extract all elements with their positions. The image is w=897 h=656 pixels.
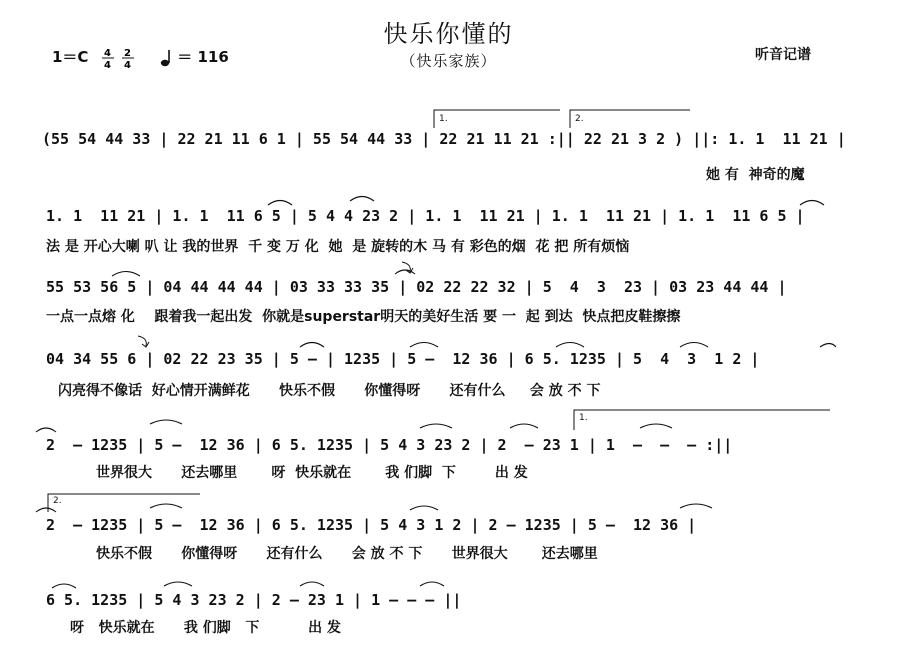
time-signature-2: 2 <box>123 47 131 59</box>
notes-row-6: 2 — 1235 | 5 — 12 36 | 6 5. 1235 | 5 4 3 1 2 | 2 — 1235 | 5 — 12 36 | <box>46 516 697 534</box>
notes-row-1: (55 54 44 33 | 22 21 11 6 1 | 55 54 44 33 | 22 21 11 21 :|| 22 21 3 2 ) ||: 1. 1 11 21 | <box>42 130 846 148</box>
time-signature-1: 4 <box>103 47 111 59</box>
notes-row-2: 1. 1 11 21 | 1. 1 11 6 5 | 5 4 4 23 2 | 1. 1 11 21 | 1. 1 11 21 | 1. 1 11 6 5 | <box>46 207 805 225</box>
volta-label-4: 2. <box>53 496 62 506</box>
lyrics-row-6: 快乐不假 你懂得呀 还有什么 会 放 不 下 世界很大 还去哪里 <box>96 546 598 562</box>
key-label: 1＝C <box>52 48 89 66</box>
notes-row-4: 04 34 55 6 | 02 22 23 35 | 5 — | 1235 | 5 — 12 36 | 6 5. 1235 | 5 4 3 1 2 | <box>46 350 760 368</box>
song-title: 快乐你懂的 <box>383 20 514 48</box>
volta-bracket-4 <box>48 494 200 512</box>
volta-label-2: 2. <box>575 114 584 124</box>
transcriber-credit: 听音记谱 <box>755 47 811 63</box>
lyrics-row-1: 她 有 神奇的魔 <box>706 167 805 183</box>
ornament-arrows <box>138 262 413 347</box>
svg-text:4: 4 <box>123 59 131 69</box>
notes-row-3: 55 53 56 5 | 04 44 44 44 | 03 33 33 35 | 02 22 22 32 | 5 4 3 23 | 03 23 44 44 | <box>46 278 787 296</box>
song-subtitle: （快乐家族） <box>400 52 497 70</box>
lyrics-row-2: 法 是 开心大喇 叭 让 我的世界 千 变 万 化 她 是 旋转的木 马 有 彩色的烟 花 把 所有烦恼 <box>46 239 630 255</box>
lyrics-row-7: 呀 快乐就在 我 们脚 下 出 发 <box>70 620 341 636</box>
svg-text:4: 4 <box>103 59 111 69</box>
volta-label-3: 1. <box>579 413 588 423</box>
tempo-value: ＝ 116 <box>177 48 229 66</box>
volta-bracket-2 <box>570 110 690 128</box>
lyrics-row-3: 一点一点熔 化 跟着我一起出发 你就是superstar明天的美好生活 要 一 起 到达 快点把皮鞋擦擦 <box>46 309 681 325</box>
volta-bracket-1 <box>434 110 560 128</box>
notes-row-5: 2 — 1235 | 5 — 12 36 | 6 5. 1235 | 5 4 3 23 2 | 2 — 23 1 | 1 — — — :|| <box>46 436 733 454</box>
volta-label-1: 1. <box>439 114 448 124</box>
slurs <box>36 197 836 589</box>
lyrics-row-5: 世界很大 还去哪里 呀 快乐就在 我 们脚 下 出 发 <box>96 465 528 481</box>
volta-bracket-3 <box>574 410 830 430</box>
notes-row-7: 6 5. 1235 | 5 4 3 23 2 | 2 — 23 1 | 1 — — — || <box>46 591 462 609</box>
lyrics-row-4: 闪亮得不像话 好心情开满鲜花 快乐不假 你懂得呀 还有什么 会 放 不 下 <box>58 383 601 399</box>
